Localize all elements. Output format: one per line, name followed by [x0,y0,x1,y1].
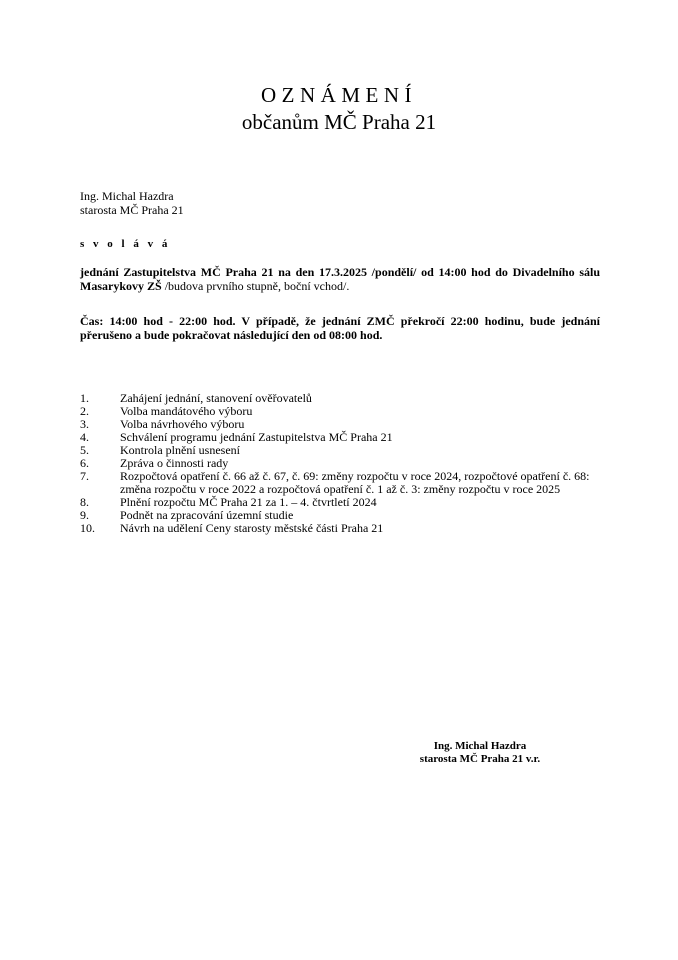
agenda-item [80,470,600,496]
signature-name: Ing. Michal Hazdra [433,740,527,752]
time-note: Čas: 14:00 hod - 22:00 hod. V případě, že jednání ZMČ překročí 22:00 hodinu, bude jednání přerušeno a bude pokračovat následující den od 08:00 hod. [80,314,600,342]
agenda-item-text: Rozpočtová opatření č. 66 až č. 67, č. 69: změny rozpočtu v roce 2024, rozpočtové opatření č. 68: změna rozpočtu v roce 2022 a rozpočtová opatření č. 1 až č. 3: změny rozpočtu v roce 2025 [120,469,590,496]
signature-block [380,740,580,766]
issuer-block [80,189,600,217]
signature-role: starosta MČ Praha 21 v.r. [419,753,541,765]
agenda-item-number: 2. [80,404,89,418]
agenda-item-text: Volba mandátového výboru [120,404,253,418]
issuer-role: starosta MČ Praha 21 [80,203,184,217]
convenes-label: s v o l á v á [80,238,171,250]
agenda-item-text: Volba návrhového výboru [120,417,245,431]
document-subtitle: občanům MČ Praha 21 [241,110,437,134]
document-title: OZNÁMENÍ [261,83,417,107]
agenda-item-text: Plnění rozpočtu MČ Praha 21 za 1. – 4. čtvrtletí 2024 [120,495,377,509]
agenda-item-text: Podnět na zpracování územní studie [120,508,294,522]
agenda-item-number: 3. [80,417,89,431]
agenda-item-number: 7. [80,469,89,483]
agenda-item-text: Kontrola plnění usnesení [120,443,240,457]
agenda-item-number: 6. [80,456,89,470]
agenda-item-number: 9. [80,508,89,522]
agenda-item-text: Schválení programu jednání Zastupitelstva MČ Praha 21 [120,430,393,444]
meeting-details-bold: jednání Zastupitelstva MČ Praha 21 na den 17.3.2025 /pondělí/ od 14:00 hod do Divadelního sálu Masarykovy ZŠ [80,265,600,293]
agenda-item-number: 8. [80,495,89,509]
issuer-name: Ing. Michal Hazdra [80,189,174,203]
agenda-list [80,392,600,535]
agenda-item-text: Návrh na udělení Ceny starosty městské části Praha 21 [120,521,384,535]
agenda-item-number: 1. [80,391,89,405]
agenda-item-number: 5. [80,443,89,457]
agenda-item-number: 10. [80,521,95,535]
agenda-item [80,522,600,535]
agenda-item-text: Zpráva o činnosti rady [120,456,229,470]
agenda-item-text: Zahájení jednání, stanovení ověřovatelů [120,391,312,405]
meeting-details-note: /budova prvního stupně, boční vchod/. [161,279,350,293]
agenda-item-number: 4. [80,430,89,444]
meeting-details [80,265,600,293]
